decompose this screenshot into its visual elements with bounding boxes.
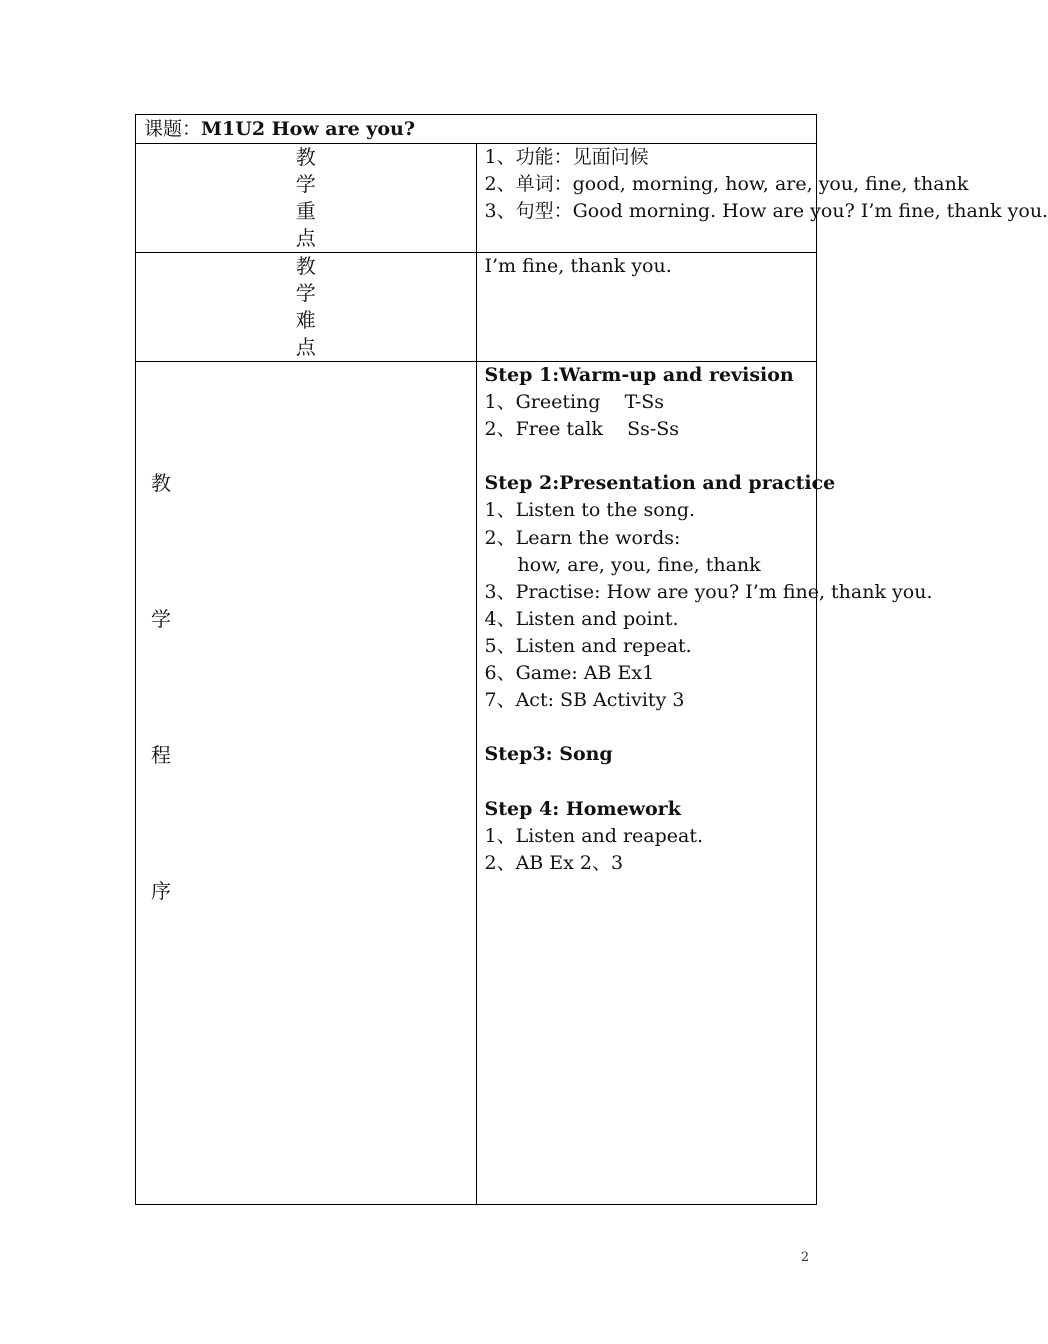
difficulty-label	[136, 253, 477, 362]
difficulty-text: I’m fine, thank you.	[484, 255, 672, 277]
focus-label-char: 点	[295, 226, 316, 250]
procedure-label-char: 序	[151, 879, 171, 903]
step1-item: 1、Greeting T-Ss	[484, 391, 665, 414]
procedure-label-char: 学	[151, 607, 171, 631]
title-label: 课题：	[144, 118, 202, 140]
difficulty-label-char: 教	[295, 254, 316, 278]
difficulty-label-char: 点	[295, 335, 316, 359]
step2-item: 3、Practise: How are you? I’m fine, thank you.	[484, 580, 933, 603]
step1-heading: Step 1:Warm-up and revision	[484, 364, 794, 386]
step1-item: 2、Free talk Ss-Ss	[484, 418, 680, 441]
focus-content	[476, 144, 1048, 253]
step2-item: 7、Act: SB Activity 3	[484, 689, 685, 712]
difficulty-row	[136, 253, 817, 362]
spacer	[485, 443, 817, 470]
step2-item: 6、Game: AB Ex1	[484, 662, 655, 685]
focus-label-char: 重	[295, 199, 316, 223]
page-number: 2	[800, 1250, 810, 1265]
step4-heading: Step 4: Homework	[484, 797, 681, 820]
spacer	[485, 714, 817, 741]
procedure-label	[136, 362, 477, 1205]
procedure-content	[476, 362, 933, 1205]
step2-item: how, are, you, fine, thank	[517, 553, 761, 576]
focus-label	[136, 144, 477, 253]
step4-item: 2、AB Ex 2、3	[484, 851, 624, 874]
spacer	[485, 768, 817, 795]
procedure-label-char: 程	[151, 743, 171, 767]
step2-item: 2、Learn the words:	[484, 526, 681, 549]
step3-heading: Step3: Song	[484, 743, 613, 766]
procedure-row	[136, 362, 817, 1205]
focus-label-char: 学	[295, 172, 316, 196]
title-cell	[136, 115, 817, 144]
focus-row	[136, 144, 817, 253]
procedure-label-char: 教	[151, 471, 171, 495]
step2-item: 1、Listen to the song.	[484, 499, 696, 522]
lesson-plan-table	[135, 114, 1048, 1205]
difficulty-content	[476, 253, 817, 362]
lesson-title: M1U2 How are you?	[201, 118, 415, 140]
step4-item: 1、Listen and reapeat.	[484, 824, 704, 847]
step2-heading: Step 2:Presentation and practice	[484, 472, 836, 495]
focus-item: 2、单词：good, morning, how, are, you, fine, thank	[484, 173, 969, 196]
step2-item: 5、Listen and repeat.	[484, 634, 692, 657]
difficulty-label-char: 学	[295, 281, 316, 305]
step2-item: 4、Listen and point.	[484, 607, 679, 630]
focus-item: 1、功能：见面问候	[484, 146, 649, 168]
title-row	[136, 115, 817, 144]
focus-label-char: 教	[295, 145, 316, 169]
difficulty-label-char: 难	[295, 308, 316, 332]
focus-item: 3、句型：Good morning. How are you? I’m fine, thank you.	[484, 200, 1048, 223]
